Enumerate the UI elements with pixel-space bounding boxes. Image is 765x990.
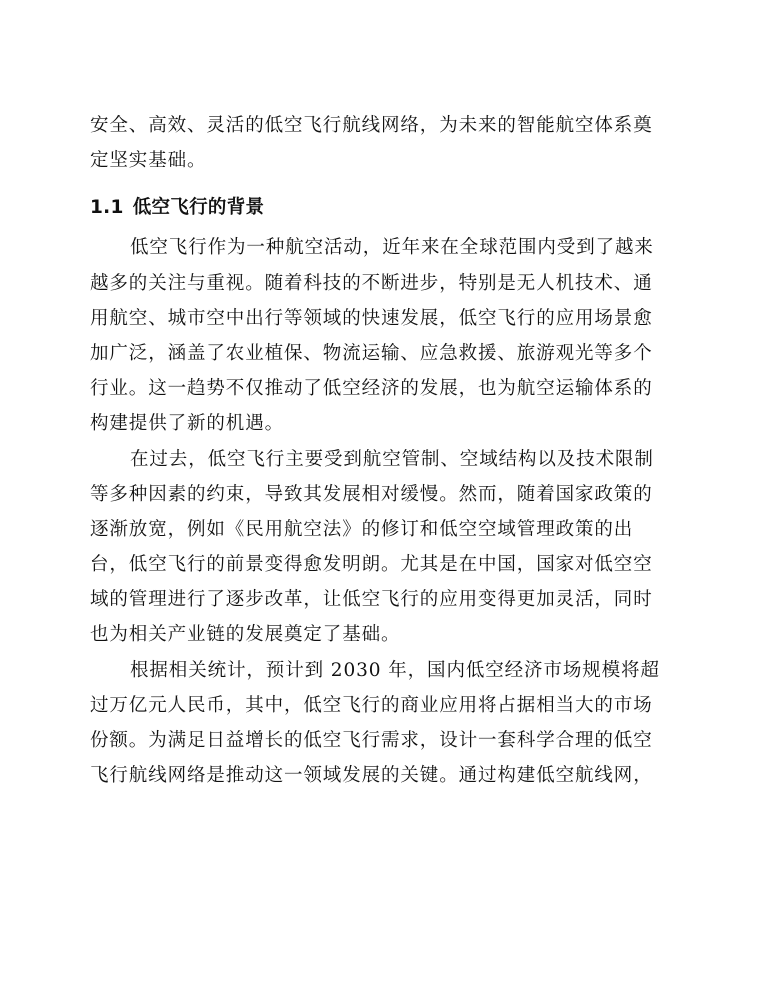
section-number: 1.1 (90, 197, 124, 219)
text-line: 加广泛，涵盖了农业植保、物流运输、应急救援、旅游观光等多个 (90, 342, 653, 364)
intro-paragraph (90, 108, 675, 178)
text-line: 安全、高效、灵活的低空飞行航线网络，为未来的智能航空体系奠 (90, 115, 653, 136)
text-line: 过万亿元人民币，其中，低空飞行的商业应用将占据相当大的市场 (90, 694, 653, 716)
text-line: 域的管理进行了逐步改革，让低空飞行的应用变得更加灵活，同时 (90, 589, 653, 611)
text-line: 在过去，低空飞行主要受到航空管制、空域结构以及技术限制 (130, 448, 654, 470)
text-line: 构建提供了新的机遇。 (90, 413, 285, 435)
text-line: 台，低空飞行的前景变得愈发明朗。尤其是在中国，国家对低空空 (90, 554, 653, 576)
document-body (90, 108, 675, 793)
text-line: 行业。这一趋势不仅推动了低空经济的发展，也为航空运输体系的 (90, 378, 653, 400)
text-line: 定坚实基础。 (90, 150, 207, 172)
paragraph-2 (90, 442, 675, 653)
text-line: 用航空、城市空中出行等领域的快速发展，低空飞行的应用场景愈 (90, 307, 653, 329)
paragraph-1 (90, 230, 675, 441)
text-line: 低空飞行作为一种航空活动，近年来在全球范围内受到了越来 (130, 237, 654, 259)
text-line: 根据相关统计，预计到 2030 年，国内低空经济市场规模将超 (130, 659, 660, 681)
section-heading (90, 186, 675, 230)
text-line: 飞行航线网络是推动这一领域发展的关键。通过构建低空航线网， (90, 765, 653, 787)
text-line: 也为相关产业链的发展奠定了基础。 (90, 624, 401, 646)
section-title: 低空飞行的背景 (132, 197, 265, 219)
text-line: 越多的关注与重视。随着科技的不断进步，特别是无人机技术、通 (90, 272, 653, 294)
text-line: 等多种因素的约束，导致其发展相对缓慢。然而，随着国家政策的 (90, 483, 653, 505)
paragraph-3 (90, 653, 675, 794)
text-line: 份额。为满足日益增长的低空飞行需求，设计一套科学合理的低空 (90, 730, 653, 751)
text-line: 逐渐放宽，例如《民用航空法》的修订和低空空域管理政策的出 (90, 518, 634, 540)
